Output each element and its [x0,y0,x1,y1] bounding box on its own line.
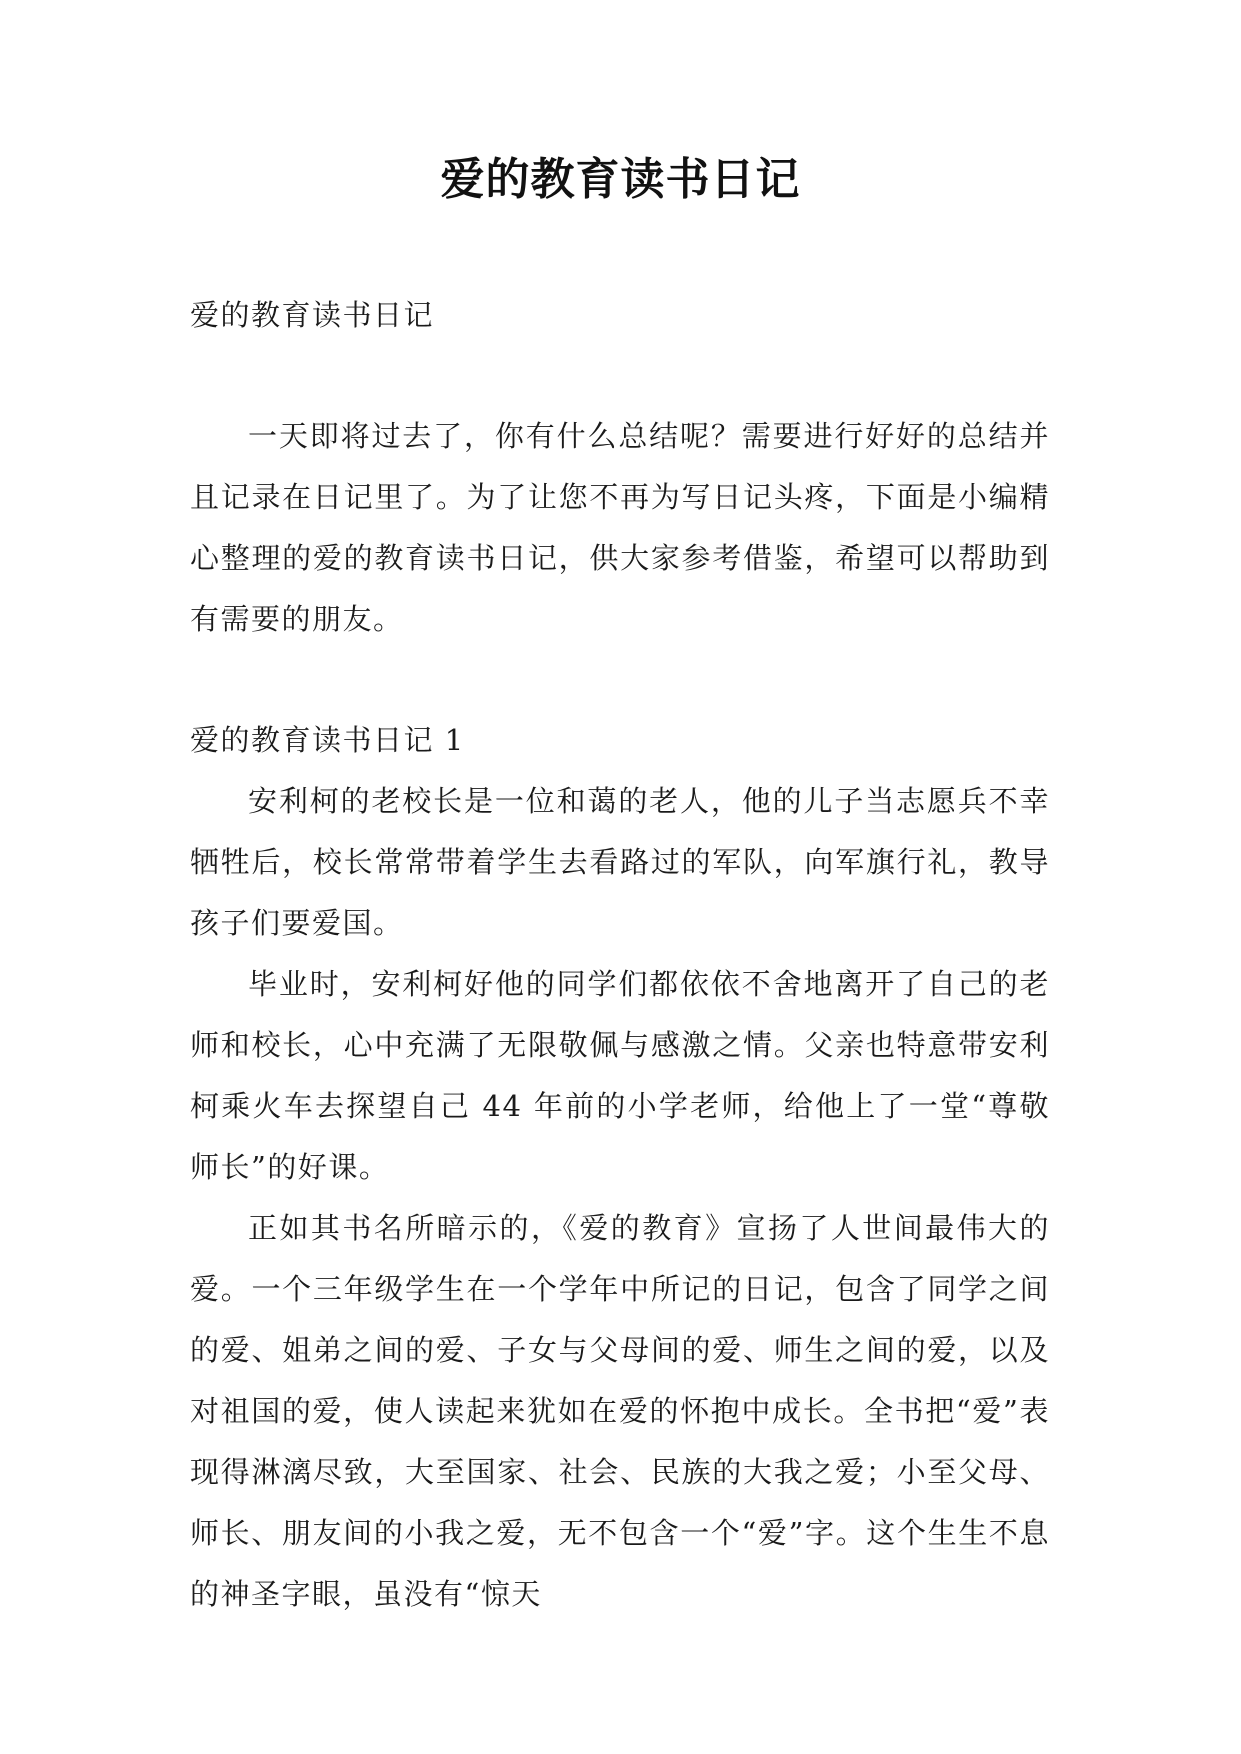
intro-paragraph: 一天即将过去了，你有什么总结呢？需要进行好好的总结并且记录在日记里了。为了让您不再为写日记头疼，下面是小编精心整理的爱的教育读书日记，供大家参考借鉴，希望可以帮助到有需要的朋友。 [190,419,1050,636]
spacer [190,650,1050,710]
body-paragraph: 正如其书名所暗示的，《爱的教育》宣扬了人世间最伟大的爱。一个三年级学生在一个学年中所记的日记，包含了同学之间的爱、姐弟之间的爱、子女与父母间的爱、师生之间的爱，以及对祖国的爱，使人读起来犹如在爱的怀抱中成长。全书把“爱”表现得淋漓尽致，大至国家、社会、民族的大我之爱；小至父母、师长、朋友间的小我之爱，无不包含一个“爱”字。这个生生不息的神圣字眼，虽没有“惊天 [190,1211,1050,1611]
document-subtitle: 爱的教育读书日记 [190,298,435,332]
body-paragraph: 安利柯的老校长是一位和蔼的老人，他的儿子当志愿兵不幸牺牲后，校长常常带着学生去看路过的军队，向军旗行礼，教导孩子们要爱国。 [190,784,1050,940]
body-paragraph: 毕业时，安利柯好他的同学们都依依不舍地离开了自己的老师和校长，心中充满了无限敬佩与感激之情。父亲也特意带安利柯乘火车去探望自己 44 年前的小学老师，给他上了一堂“尊敬师长”的好课。 [190,967,1050,1184]
document-title: 爱的教育读书日记 [440,154,801,205]
document-body [190,285,1050,1625]
section-heading: 爱的教育读书日记 1 [190,723,465,757]
spacer [190,346,1050,406]
